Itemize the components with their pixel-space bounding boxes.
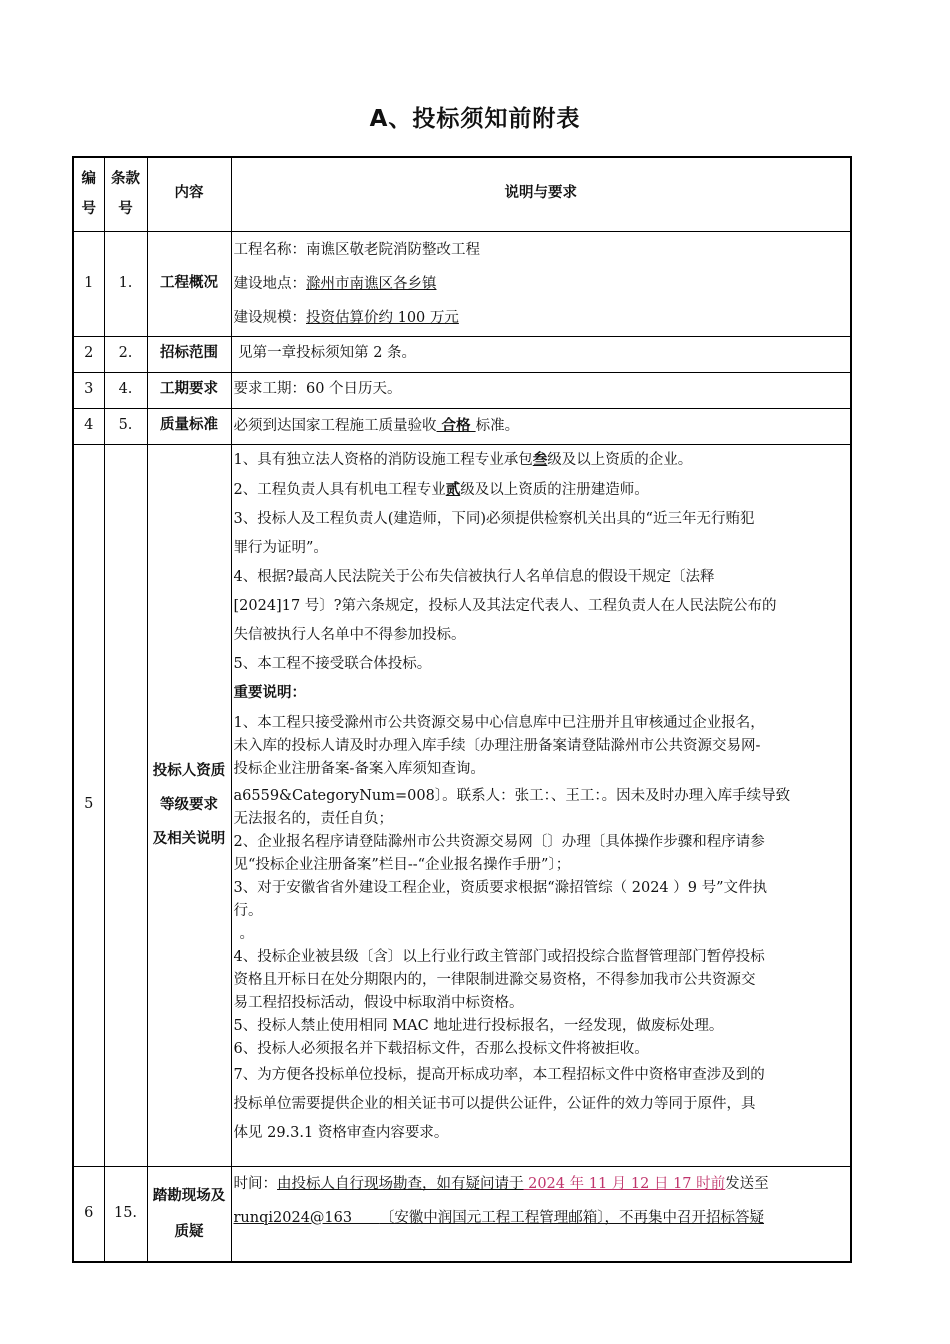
row-content	[147, 1166, 231, 1262]
important-heading: 重要说明：	[233, 684, 306, 701]
note-1-line: 投标企业注册备案-备案入库须知查询。	[233, 760, 485, 777]
table-row	[73, 408, 851, 444]
note-3-line: 行。	[233, 902, 263, 919]
row-desc	[231, 444, 851, 1166]
content-line: 质疑	[174, 1223, 204, 1240]
row-content: 工期要求	[147, 372, 231, 408]
note-7-line: 投标单位需要提供企业的相关证书可以提供公证件，公证件的效力等同于原件，具	[233, 1095, 756, 1112]
table-row	[73, 372, 851, 408]
req-3-line: 3、投标人及工程负责人(建造师，下同)必须提供检察机关出具的“近三年无行贿犯	[233, 510, 755, 527]
content-line: 踏勘现场及	[152, 1187, 226, 1204]
project-name-line	[234, 233, 849, 267]
note-4-line: 资格且开标日在处分期限内的，一律限制进滁交易资格，不得参加我市公共资源交	[233, 971, 756, 988]
note-1-line: 无法报名的，责任自负；	[233, 810, 393, 827]
req-1-pre: 1、具有独立法人资格的消防设施工程专业承包	[233, 451, 533, 468]
site-visit-label: 时间：	[233, 1175, 277, 1192]
note-1-line: 未入库的投标人请及时办理入库手续〔办理注册备案请登陆滁州市公共资源交易网-	[233, 737, 761, 754]
row-content: 招标范围	[147, 336, 231, 372]
req-4-line: 4、根据?最高人民法院关于公布失信被执行人名单信息的假设干规定〔法释	[233, 568, 715, 585]
row-desc	[231, 1166, 851, 1262]
page-title: A、投标须知前附表	[369, 106, 581, 132]
req-2-post: 级及以上资质的注册建造师。	[460, 481, 649, 498]
row-clause: 5.	[104, 408, 147, 444]
req-3-line: 罪行为证明”。	[233, 539, 328, 556]
location-label: 建设地点：	[233, 275, 306, 292]
req-2-pre: 2、工程负责人具有机电工程专业	[233, 481, 446, 498]
header-clause	[104, 157, 147, 231]
note-7-line: 7、为方便各投标单位投标，提高开标成功率，本工程招标文件中资格审查涉及到的	[233, 1066, 765, 1083]
row-num: 6	[73, 1166, 104, 1262]
site-visit-post: 发送至	[725, 1175, 769, 1192]
table-header-row	[73, 157, 851, 231]
project-name-value: 南谯区敬老院消防整改工程	[306, 241, 480, 258]
note-2-line: 见“投标企业注册备案”栏目--“企业报名操作手册”〕；	[233, 856, 571, 873]
note-5: 5、投标人禁止使用相同 MAC 地址进行投标报名，一经发现，做废标处理。	[233, 1017, 724, 1034]
row-num: 3	[73, 372, 104, 408]
email-note: 〔安徽中润国元工程工程管理邮箱〕，不再集中召开招标答疑	[379, 1209, 765, 1226]
note-4-line: 易工程招投标活动，假设中标取消中标资格。	[233, 994, 524, 1011]
req-4-line: 失信被执行人名单中不得参加投标。	[233, 626, 466, 643]
scale-line	[234, 301, 849, 335]
row-clause	[104, 444, 147, 1166]
quality-pre: 必须到达国家工程施工质量验收	[233, 417, 437, 434]
row-clause: 1.	[104, 231, 147, 336]
row-content: 质量标准	[147, 408, 231, 444]
header-desc: 说明与要求	[231, 157, 851, 231]
row-clause: 2.	[104, 336, 147, 372]
quality-grade: 合格	[436, 416, 476, 434]
note-3-line: 。	[239, 925, 254, 942]
note-6: 6、投标人必须报名并下载招标文件，否那么投标文件将被拒收。	[233, 1040, 649, 1057]
note-2-line: 2、企业报名程序请登陆滁州市公共资源交易网〔〕办理〔具体操作步骤和程序请参	[233, 833, 765, 850]
row-clause: 15.	[104, 1166, 147, 1262]
header-num-text: 编号	[81, 171, 96, 218]
scale-value: 投资估算价约 100 万元	[306, 309, 459, 326]
req-1-grade: 叁	[532, 450, 548, 468]
deadline-date: 2024 年 11 月 12 日 17 时前	[523, 1175, 726, 1192]
site-visit-line	[234, 1167, 849, 1201]
email-address: runqi2024@163	[233, 1209, 380, 1226]
content-line: 等级要求	[160, 797, 218, 813]
row-num: 5	[73, 444, 104, 1166]
row-clause: 4.	[104, 372, 147, 408]
req-1-post: 级及以上资质的企业。	[547, 451, 693, 468]
row-content	[147, 444, 231, 1166]
req-2-grade: 贰	[445, 480, 461, 498]
note-1-line: 1、本工程只接受滁州市公共资源交易中心信息库中已注册并且审核通过企业报名，	[233, 714, 765, 731]
table-row	[73, 231, 851, 336]
bid-notice-table	[72, 156, 852, 1263]
req-1	[234, 445, 849, 475]
location-value: 滁州市南谯区各乡镇	[306, 275, 437, 292]
row-desc: 见第一章投标须知第 2 条。	[231, 336, 851, 372]
note-1-line: a6559&CategoryNum=008〕。联系人：张工：、王工：。因未及时办理入库手续导致	[233, 787, 791, 804]
note-3-line: 3、对于安徽省省外建设工程企业，资质要求根据“滁招管综（ 2024 ）9 号”文件执	[233, 879, 768, 896]
quality-post: 标准。	[475, 417, 520, 434]
row-num: 2	[73, 336, 104, 372]
scale-label: 建设规模：	[233, 309, 306, 326]
email-line	[234, 1201, 849, 1235]
row-num: 1	[73, 231, 104, 336]
table-row	[73, 444, 851, 1166]
req-2	[234, 475, 849, 505]
content-line: 投标人资质	[152, 763, 226, 779]
header-content: 内容	[147, 157, 231, 231]
row-desc	[231, 231, 851, 336]
header-clause-text: 条款号	[110, 171, 140, 218]
site-visit-text: 由投标人自行现场勘查，如有疑问请于	[277, 1175, 524, 1192]
content-line: 及相关说明	[152, 831, 226, 847]
note-4-line: 4、投标企业被县级〔含〕以上行业行政主管部门或招投综合监督管理部门暂停投标	[233, 948, 765, 965]
row-num: 4	[73, 408, 104, 444]
project-name-label: 工程名称：	[233, 241, 306, 258]
location-line	[234, 267, 849, 301]
row-content: 工程概况	[147, 231, 231, 336]
req-4-line: [2024]17 号〕?第六条规定，投标人及其法定代表人、工程负责人在人民法院公布的	[233, 597, 777, 614]
req-5: 5、本工程不接受联合体投标。	[233, 655, 432, 672]
note-7-line: 体见 29.3.1 资格审查内容要求。	[233, 1124, 449, 1141]
row-desc: 要求工期：60 个日历天。	[231, 372, 851, 408]
row-desc	[231, 408, 851, 444]
header-num	[73, 157, 104, 231]
table-row	[73, 336, 851, 372]
table-row	[73, 1166, 851, 1262]
